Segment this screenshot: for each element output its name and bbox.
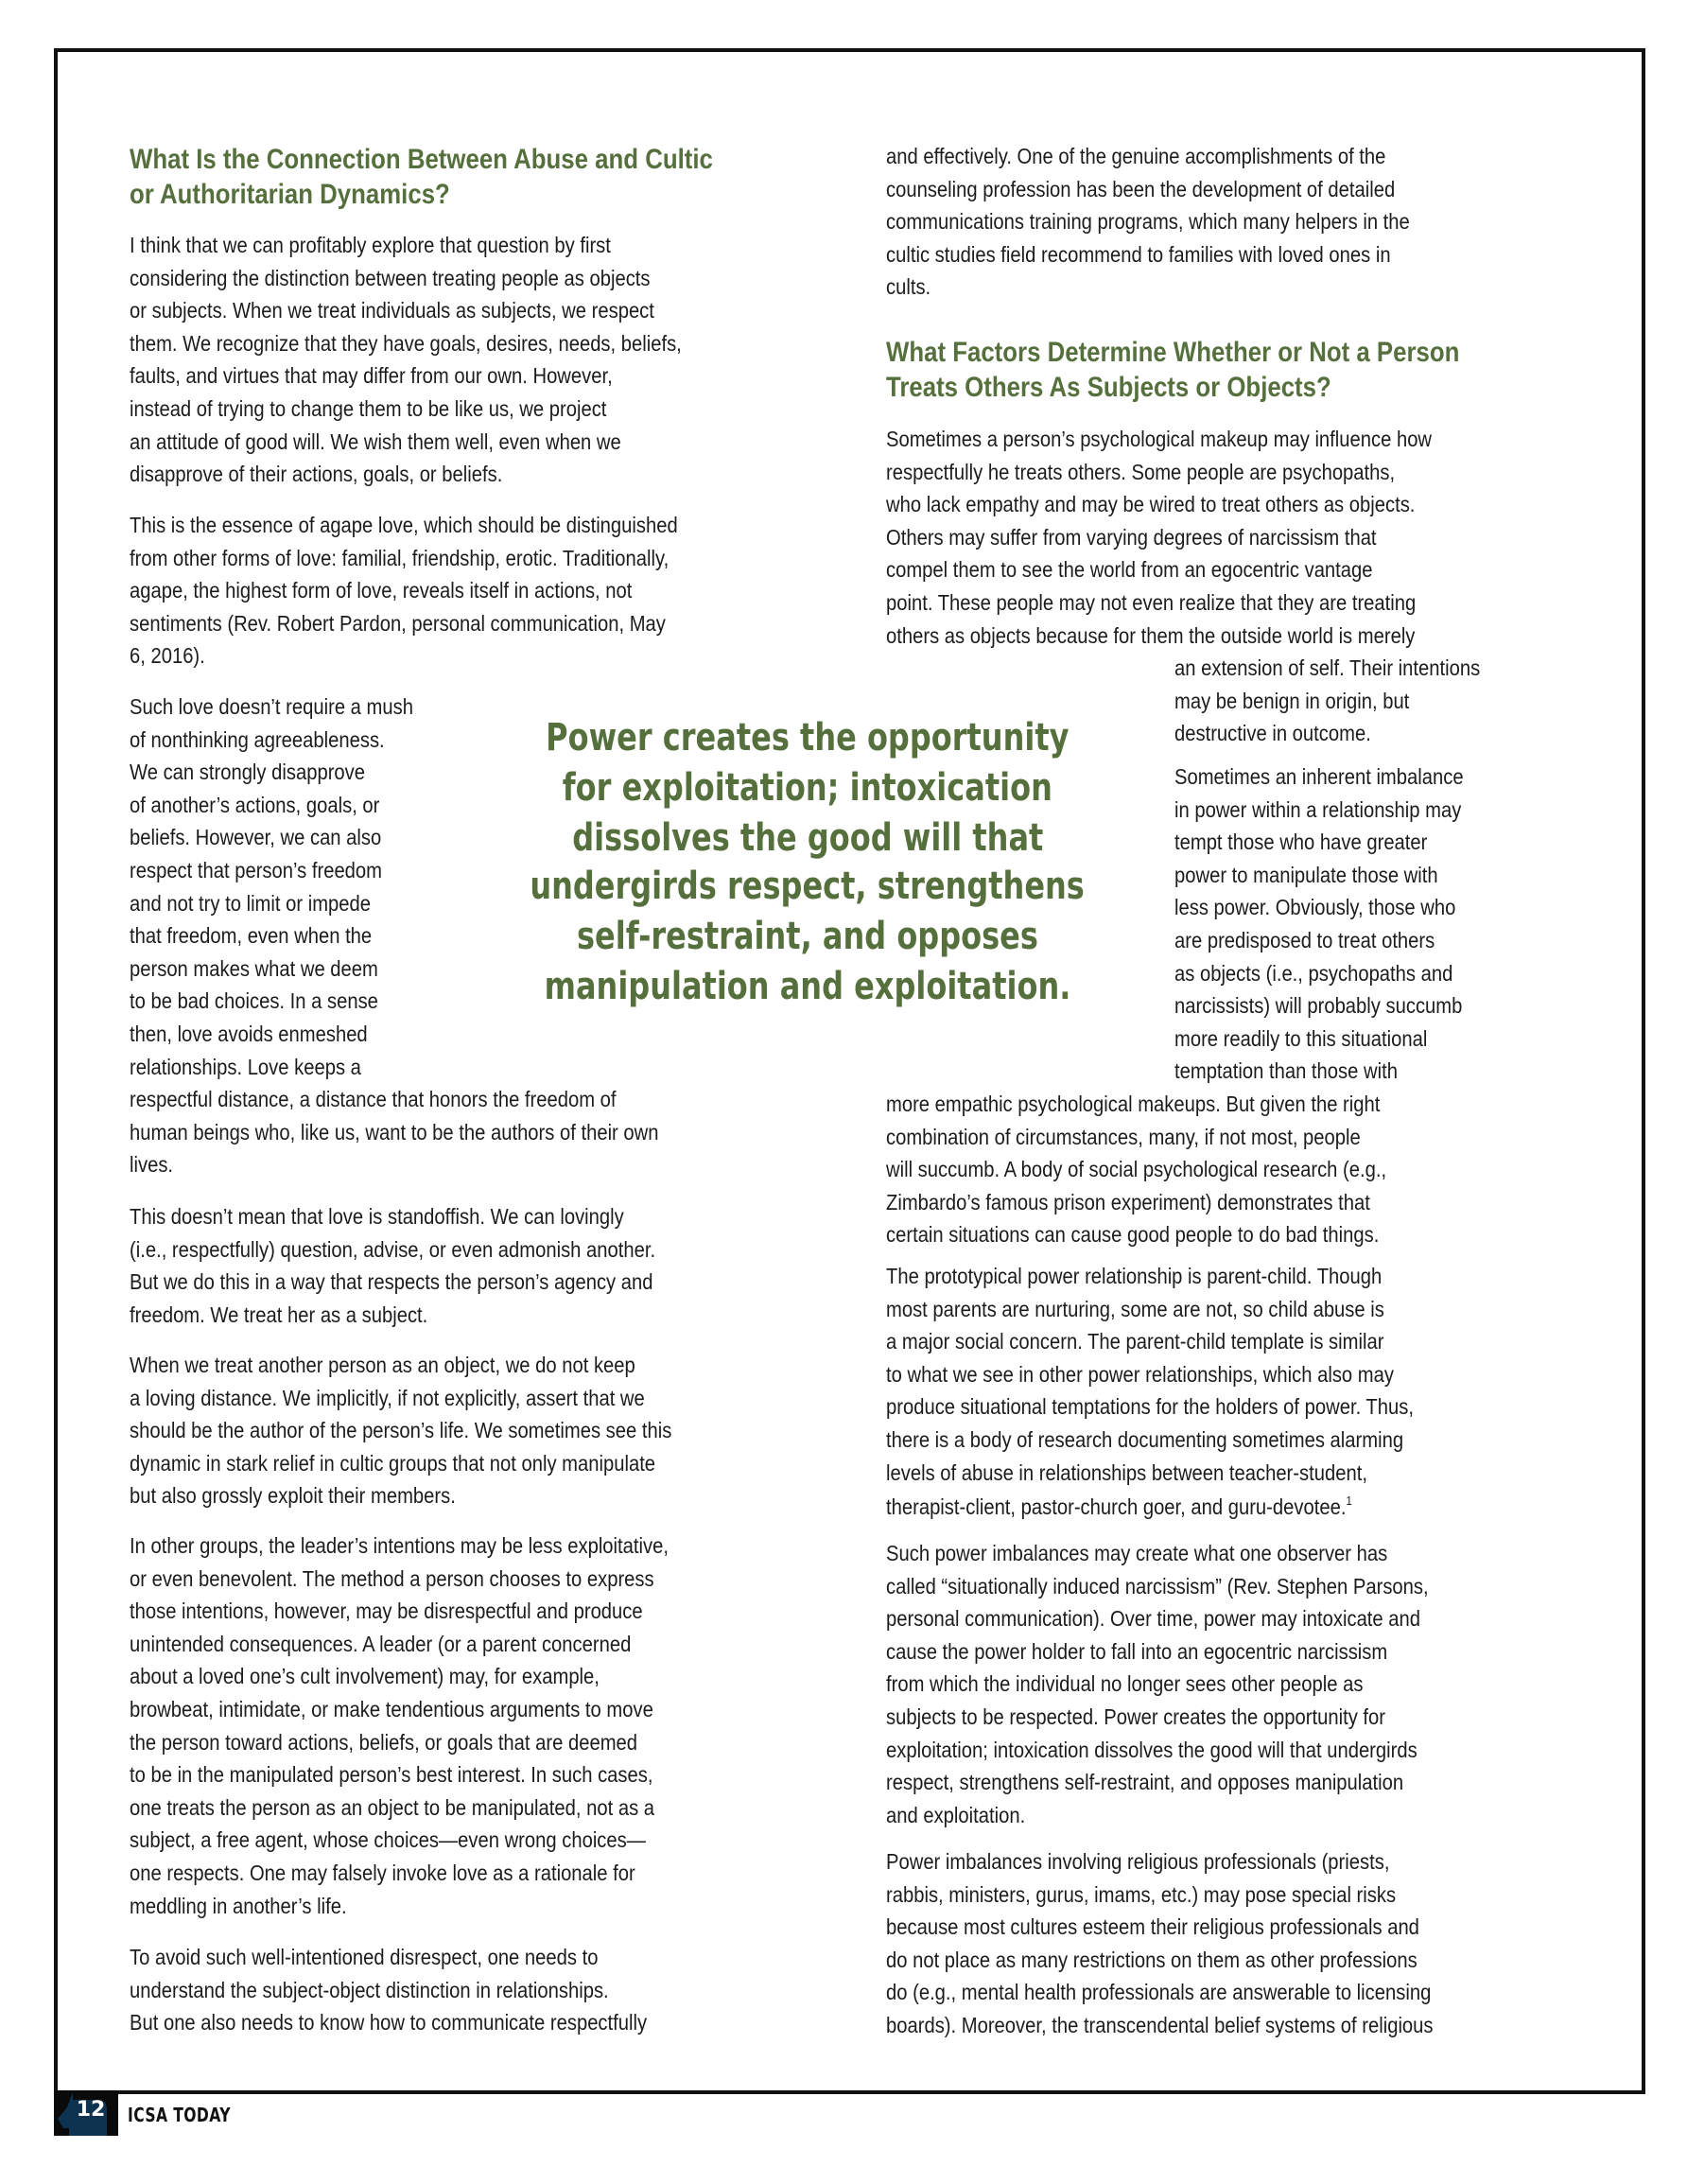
text-line: Such power imbalances may create what one observer has (886, 1541, 1388, 1566)
text-line: counseling profession has been the development of detailed (886, 176, 1396, 201)
text-line: relationships. Love keeps a (130, 1054, 361, 1079)
text-line: communications training programs, which many helpers in the (886, 209, 1410, 235)
text-line: Sometimes a person’s psychological makeup may influence how (886, 427, 1433, 452)
text-line: 6, 2016). (130, 643, 205, 669)
text-line: sentiments (Rev. Robert Pardon, personal communication, May (130, 610, 666, 636)
text-line: respectfully he treats others. Some people are psychopaths, (886, 459, 1396, 484)
text-line: from which the individual no longer sees other people as (886, 1671, 1364, 1697)
text-line: and effectively. One of the genuine accomplishments of the (886, 144, 1386, 169)
heading-line: or Authoritarian Dynamics? (130, 179, 450, 210)
heading-line: What Factors Determine Whether or Not a Person (886, 336, 1460, 368)
text-line: exploitation; intoxication dissolves the good will that undergirds (886, 1737, 1417, 1762)
text-line: cause the power holder to fall into an egocentric narcissism (886, 1638, 1388, 1664)
text-line: to what we see in other power relationships, which also may (886, 1361, 1394, 1387)
text-line: the person toward actions, beliefs, or goals that are deemed (130, 1729, 638, 1755)
text-line: others as objects because for them the outside world is merely (886, 622, 1416, 648)
text-line: person makes what we deem (130, 955, 378, 981)
text-line: We can strongly disapprove (130, 760, 366, 785)
pull-quote-line: for exploitation; intoxication (562, 766, 1053, 810)
text-line: beliefs. However, we can also (130, 825, 382, 850)
text-line: combination of circumstances, many, if not most, people (886, 1124, 1361, 1149)
text-line: as objects (i.e., psychopaths and (1174, 960, 1453, 986)
text-line: to be in the manipulated person’s best interest. In such cases, (130, 1762, 653, 1788)
text-line: therapist-client, pastor-church goer, and guru-devotee.$^1$ (886, 1494, 1352, 1520)
text-line: subjects to be respected. Power creates the opportunity for (886, 1704, 1385, 1730)
text-line: Power imbalances involving religious professionals (priests, (886, 1849, 1390, 1875)
text-line: dynamic in stark relief in cultic groups that not only manipulate (130, 1450, 656, 1476)
text-line: called “situationally induced narcissism” (Rev. Stephen Parsons, (886, 1573, 1429, 1599)
text-line: In other groups, the leader’s intentions may be less exploitative, (130, 1533, 669, 1559)
text-line: one respects. One may falsely invoke love as a rationale for (130, 1861, 635, 1886)
text-line: cultic studies field recommend to families with loved ones in (886, 241, 1391, 267)
publication-title: ICSA TODAY (128, 2104, 231, 2126)
text-line: narcissists) will probably succumb (1174, 993, 1463, 1019)
text-line: of another’s actions, goals, or (130, 792, 380, 817)
text-line: more empathic psychological makeups. But given the right (886, 1092, 1381, 1117)
text-line: power to manipulate those with (1174, 862, 1438, 887)
pull-quote-line: undergirds respect, strengthens (530, 865, 1086, 908)
text-line: rabbis, ministers, gurus, imams, etc.) may pose special risks (886, 1881, 1397, 1907)
text-line: I think that we can profitably explore that question by first (130, 233, 611, 258)
text-line: meddling in another’s life. (130, 1893, 347, 1918)
footnote-marker[interactable]: 1 (1346, 1494, 1352, 1509)
text-line: To avoid such well-intentioned disrespect, one needs to (130, 1945, 599, 1970)
text-line: but also grossly exploit their members. (130, 1483, 456, 1509)
text-line: (i.e., respectfully) question, advise, or even admonish another. (130, 1236, 656, 1262)
text-line: personal communication). Over time, power may intoxicate and (886, 1606, 1421, 1632)
text-line: should be the author of the person’s life. We sometimes see this (130, 1418, 672, 1443)
text-line: browbeat, intimidate, or make tendentious arguments to move (130, 1697, 653, 1722)
text-line: point. These people may not even realize that they are treating (886, 590, 1417, 616)
heading-line: What Is the Connection Between Abuse and Cultic (130, 143, 713, 175)
text-line: cults. (886, 274, 931, 300)
text-line: to be bad choices. In a sense (130, 988, 378, 1014)
text-line: freedom. We treat her as a subject. (130, 1302, 428, 1327)
pull-quote-line: dissolves the good will that (571, 816, 1044, 860)
text-line: human beings who, like us, want to be the authors of their own (130, 1119, 659, 1144)
text-line: instead of trying to change them to be like us, we project (130, 396, 607, 422)
text-line: produce situational temptations for the holders of power. Thus, (886, 1394, 1414, 1420)
text-line: This is the essence of agape love, which should be distinguished (130, 513, 678, 538)
text-line: But we do this in a way that respects the person’s agency and (130, 1269, 653, 1295)
text-line: one treats the person as an object to be manipulated, not as a (130, 1794, 655, 1820)
text-line: because most cultures esteem their religious professionals and (886, 1914, 1419, 1940)
text-line: that freedom, even when the (130, 923, 373, 949)
heading-line: Treats Others As Subjects or Objects? (886, 372, 1331, 403)
text-line: in power within a relationship may (1174, 796, 1462, 822)
text-line: do (e.g., mental health professionals are answerable to licensing (886, 1980, 1432, 2005)
text-line: When we treat another person as an object, we do not keep (130, 1353, 635, 1378)
text-line: lives. (130, 1152, 174, 1178)
text-line: levels of abuse in relationships between teacher-student, (886, 1459, 1367, 1485)
text-line: there is a body of research documenting sometimes alarming (886, 1427, 1404, 1453)
text-line: respect that person’s freedom (130, 858, 383, 883)
pull-quote-line: manipulation and exploitation. (544, 965, 1071, 1008)
text-line: will succumb. A body of social psychological research (e.g., (886, 1157, 1387, 1182)
text-line: from other forms of love: familial, friendship, erotic. Traditionally, (130, 545, 670, 570)
text-line: an extension of self. Their intentions (1174, 655, 1481, 681)
text-line: Sometimes an inherent imbalance (1174, 764, 1464, 790)
text-line: more readily to this situational (1174, 1025, 1428, 1051)
text-line: those intentions, however, may be disrespectful and produce (130, 1599, 643, 1624)
text-line: The prototypical power relationship is parent-child. Though (886, 1264, 1383, 1289)
text-line: and exploitation. (886, 1802, 1026, 1827)
text-line: temptation than those with (1174, 1058, 1398, 1084)
text-line: Zimbardo’s famous prison experiment) demonstrates that (886, 1189, 1370, 1214)
text-line: This doesn’t mean that love is standoffish. We can lovingly (130, 1204, 624, 1230)
text-line: respectful distance, a distance that honors the freedom of (130, 1087, 617, 1112)
text-line: considering the distinction between treating people as objects (130, 265, 651, 290)
text-line: who lack empathy and may be wired to treat others as objects. (886, 492, 1416, 517)
text-line: faults, and virtues that may differ from our own. However, (130, 363, 613, 389)
text-line: and not try to limit or impede (130, 890, 371, 916)
text-line: tempt those who have greater (1174, 830, 1428, 855)
text-line: or even benevolent. The method a person chooses to express (130, 1565, 654, 1591)
text-line: Others may suffer from varying degrees of narcissism that (886, 524, 1377, 550)
text-line: about a loved one’s cult involvement) may, for example, (130, 1664, 600, 1689)
text-line: unintended consequences. A leader (or a parent concerned (130, 1631, 632, 1656)
text-line: or subjects. When we treat individuals as subjects, we respect (130, 298, 654, 323)
text-line: agape, the highest form of love, reveals itself in actions, not (130, 578, 633, 603)
text-line: most parents are nurturing, some are not, so child abuse is (886, 1296, 1384, 1321)
text-line: them. We recognize that they have goals, desires, needs, beliefs, (130, 330, 682, 356)
pull-quote-line: Power creates the opportunity (546, 716, 1070, 760)
text-line: are predisposed to treat others (1174, 928, 1435, 953)
pull-quote-line: self-restraint, and opposes (577, 915, 1038, 958)
page-number-badge (54, 2090, 118, 2136)
text-line: destructive in outcome. (1174, 721, 1371, 746)
text-line: subject, a free agent, whose choices—even wrong choices— (130, 1827, 646, 1853)
text-line: compel them to see the world from an egocentric vantage (886, 557, 1373, 583)
text-line: of nonthinking agreeableness. (130, 726, 385, 752)
text-line: Such love doesn’t require a mush (130, 694, 413, 720)
text-line: then, love avoids enmeshed (130, 1022, 368, 1047)
text-line: a major social concern. The parent-child template is similar (886, 1329, 1384, 1354)
text-line: may be benign in origin, but (1174, 688, 1410, 713)
text-line: understand the subject-object distinction in relationships. (130, 1977, 609, 2002)
page-number: 12 (76, 2098, 106, 2122)
text-line: an attitude of good will. We wish them well, even when we (130, 428, 621, 454)
text-line: boards). Moreover, the transcendental belief systems of religious (886, 2013, 1434, 2038)
text-line: less power. Obviously, those who (1174, 895, 1456, 920)
text-line: a loving distance. We implicitly, if not explicitly, assert that we (130, 1385, 645, 1410)
text-line: disapprove of their actions, goals, or beliefs. (130, 462, 503, 487)
text-line: do not place as many restrictions on them as other professions (886, 1947, 1417, 1972)
text-line: But one also needs to know how to communicate respectfully (130, 2010, 648, 2035)
text-line: certain situations can cause good people to do bad things. (886, 1222, 1380, 1248)
text-line: respect, strengthens self-restraint, and opposes manipulation (886, 1770, 1404, 1795)
